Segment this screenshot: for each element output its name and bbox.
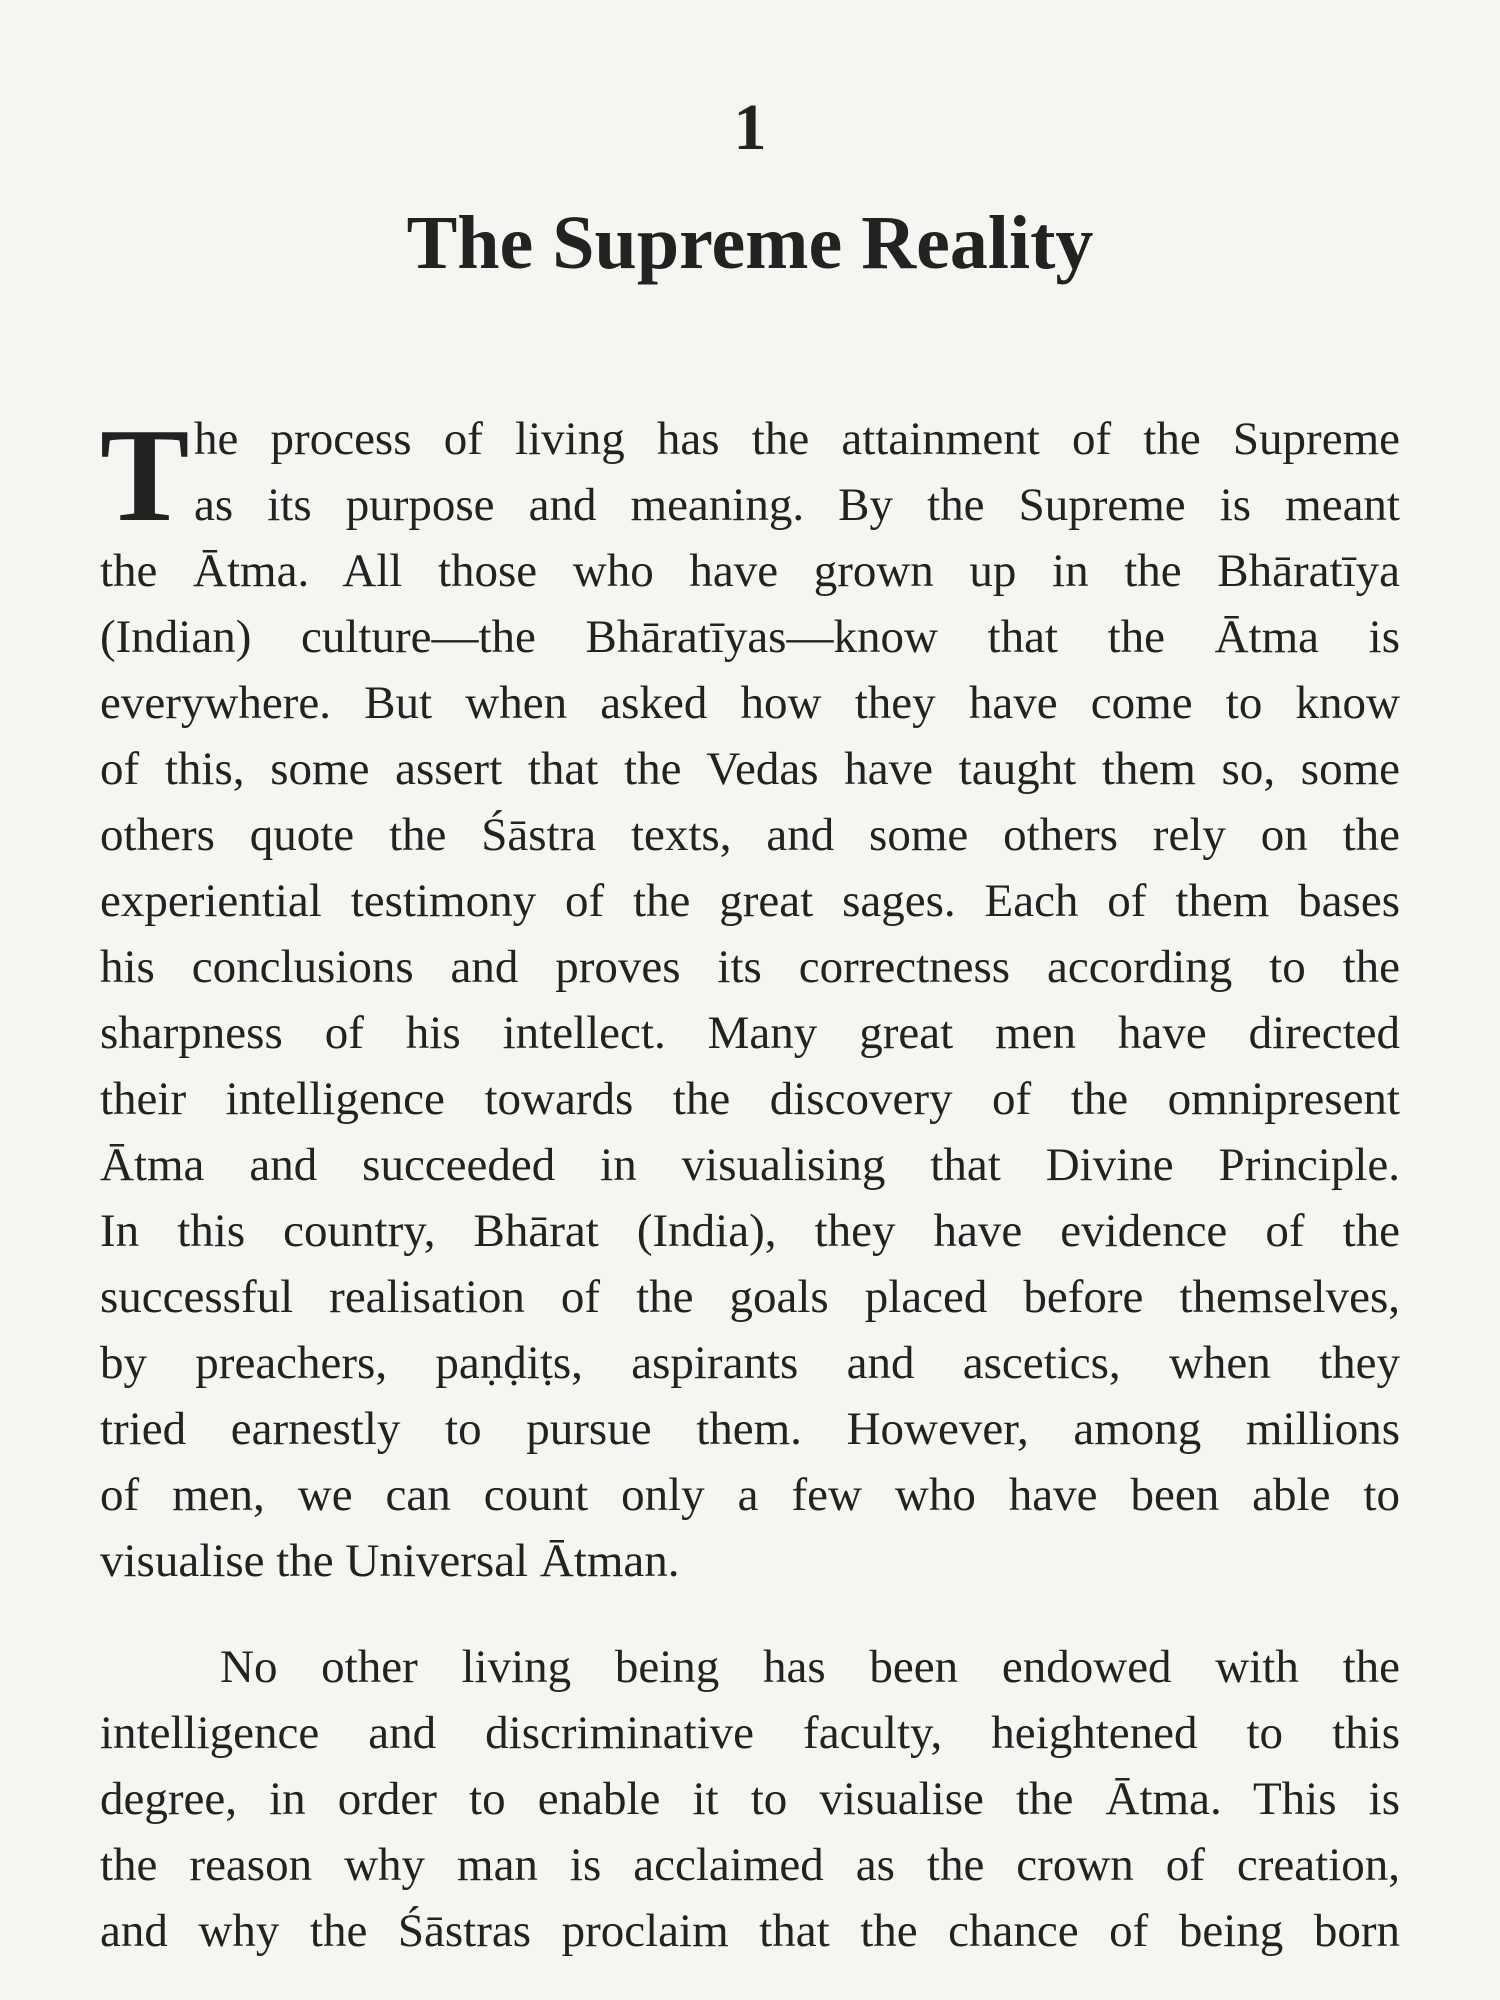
text-line: No other living being has been endowed with the xyxy=(220,1641,1400,1693)
text-line: sharpness of his intellect. Many great men have directed xyxy=(100,1007,1400,1059)
text-line: others quote the Śāstra texts, and some others rely on the xyxy=(100,809,1400,861)
text-line: of this, some assert that the Vedas have taught them so, some xyxy=(100,743,1400,795)
text-line: intelligence and discriminative faculty, heightened to this xyxy=(100,1707,1400,1759)
chapter-title: The Supreme Reality xyxy=(406,201,1094,285)
text-line: Ātma and succeeded in visualising that Divine Principle. xyxy=(100,1139,1400,1191)
paragraph-2 xyxy=(100,1634,1400,1964)
chapter-number: 1 xyxy=(733,91,767,164)
text-line: as its purpose and meaning. By the Supreme is meant xyxy=(194,479,1400,531)
text-line: the Ātma. All those who have grown up in the Bhāratīya xyxy=(100,545,1400,597)
paragraph-1 xyxy=(100,401,1400,1594)
text-line: and why the Śāstras proclaim that the chance of being born xyxy=(100,1905,1400,1957)
text-line: the reason why man is acclaimed as the crown of creation, xyxy=(100,1839,1400,1891)
text-line: tried earnestly to pursue them. However, among millions xyxy=(100,1403,1400,1455)
text-line: everywhere. But when asked how they have come to know xyxy=(100,677,1400,729)
text-line: of men, we can count only a few who have been able to xyxy=(100,1469,1400,1521)
text-line: he process of living has the attainment of the Supreme xyxy=(194,413,1400,465)
text-line: visualise the Universal Ātman. xyxy=(100,1535,680,1587)
text-line: degree, in order to enable it to visualise the Ātma. This is xyxy=(100,1773,1400,1825)
text-line: by preachers, paṇḍiṭs, aspirants and ascetics, when they xyxy=(100,1337,1400,1389)
text-line: (Indian) culture—the Bhāratīyas—know that the Ātma is xyxy=(100,611,1400,663)
text-line: experiential testimony of the great sages. Each of them bases xyxy=(100,875,1400,927)
text-line: successful realisation of the goals placed before themselves, xyxy=(100,1271,1400,1323)
text-line: their intelligence towards the discovery of the omnipresent xyxy=(100,1073,1400,1125)
text-line: his conclusions and proves its correctness according to the xyxy=(100,941,1400,993)
text-line: In this country, Bhārat (India), they have evidence of the xyxy=(100,1205,1400,1257)
drop-cap: T xyxy=(100,401,190,549)
